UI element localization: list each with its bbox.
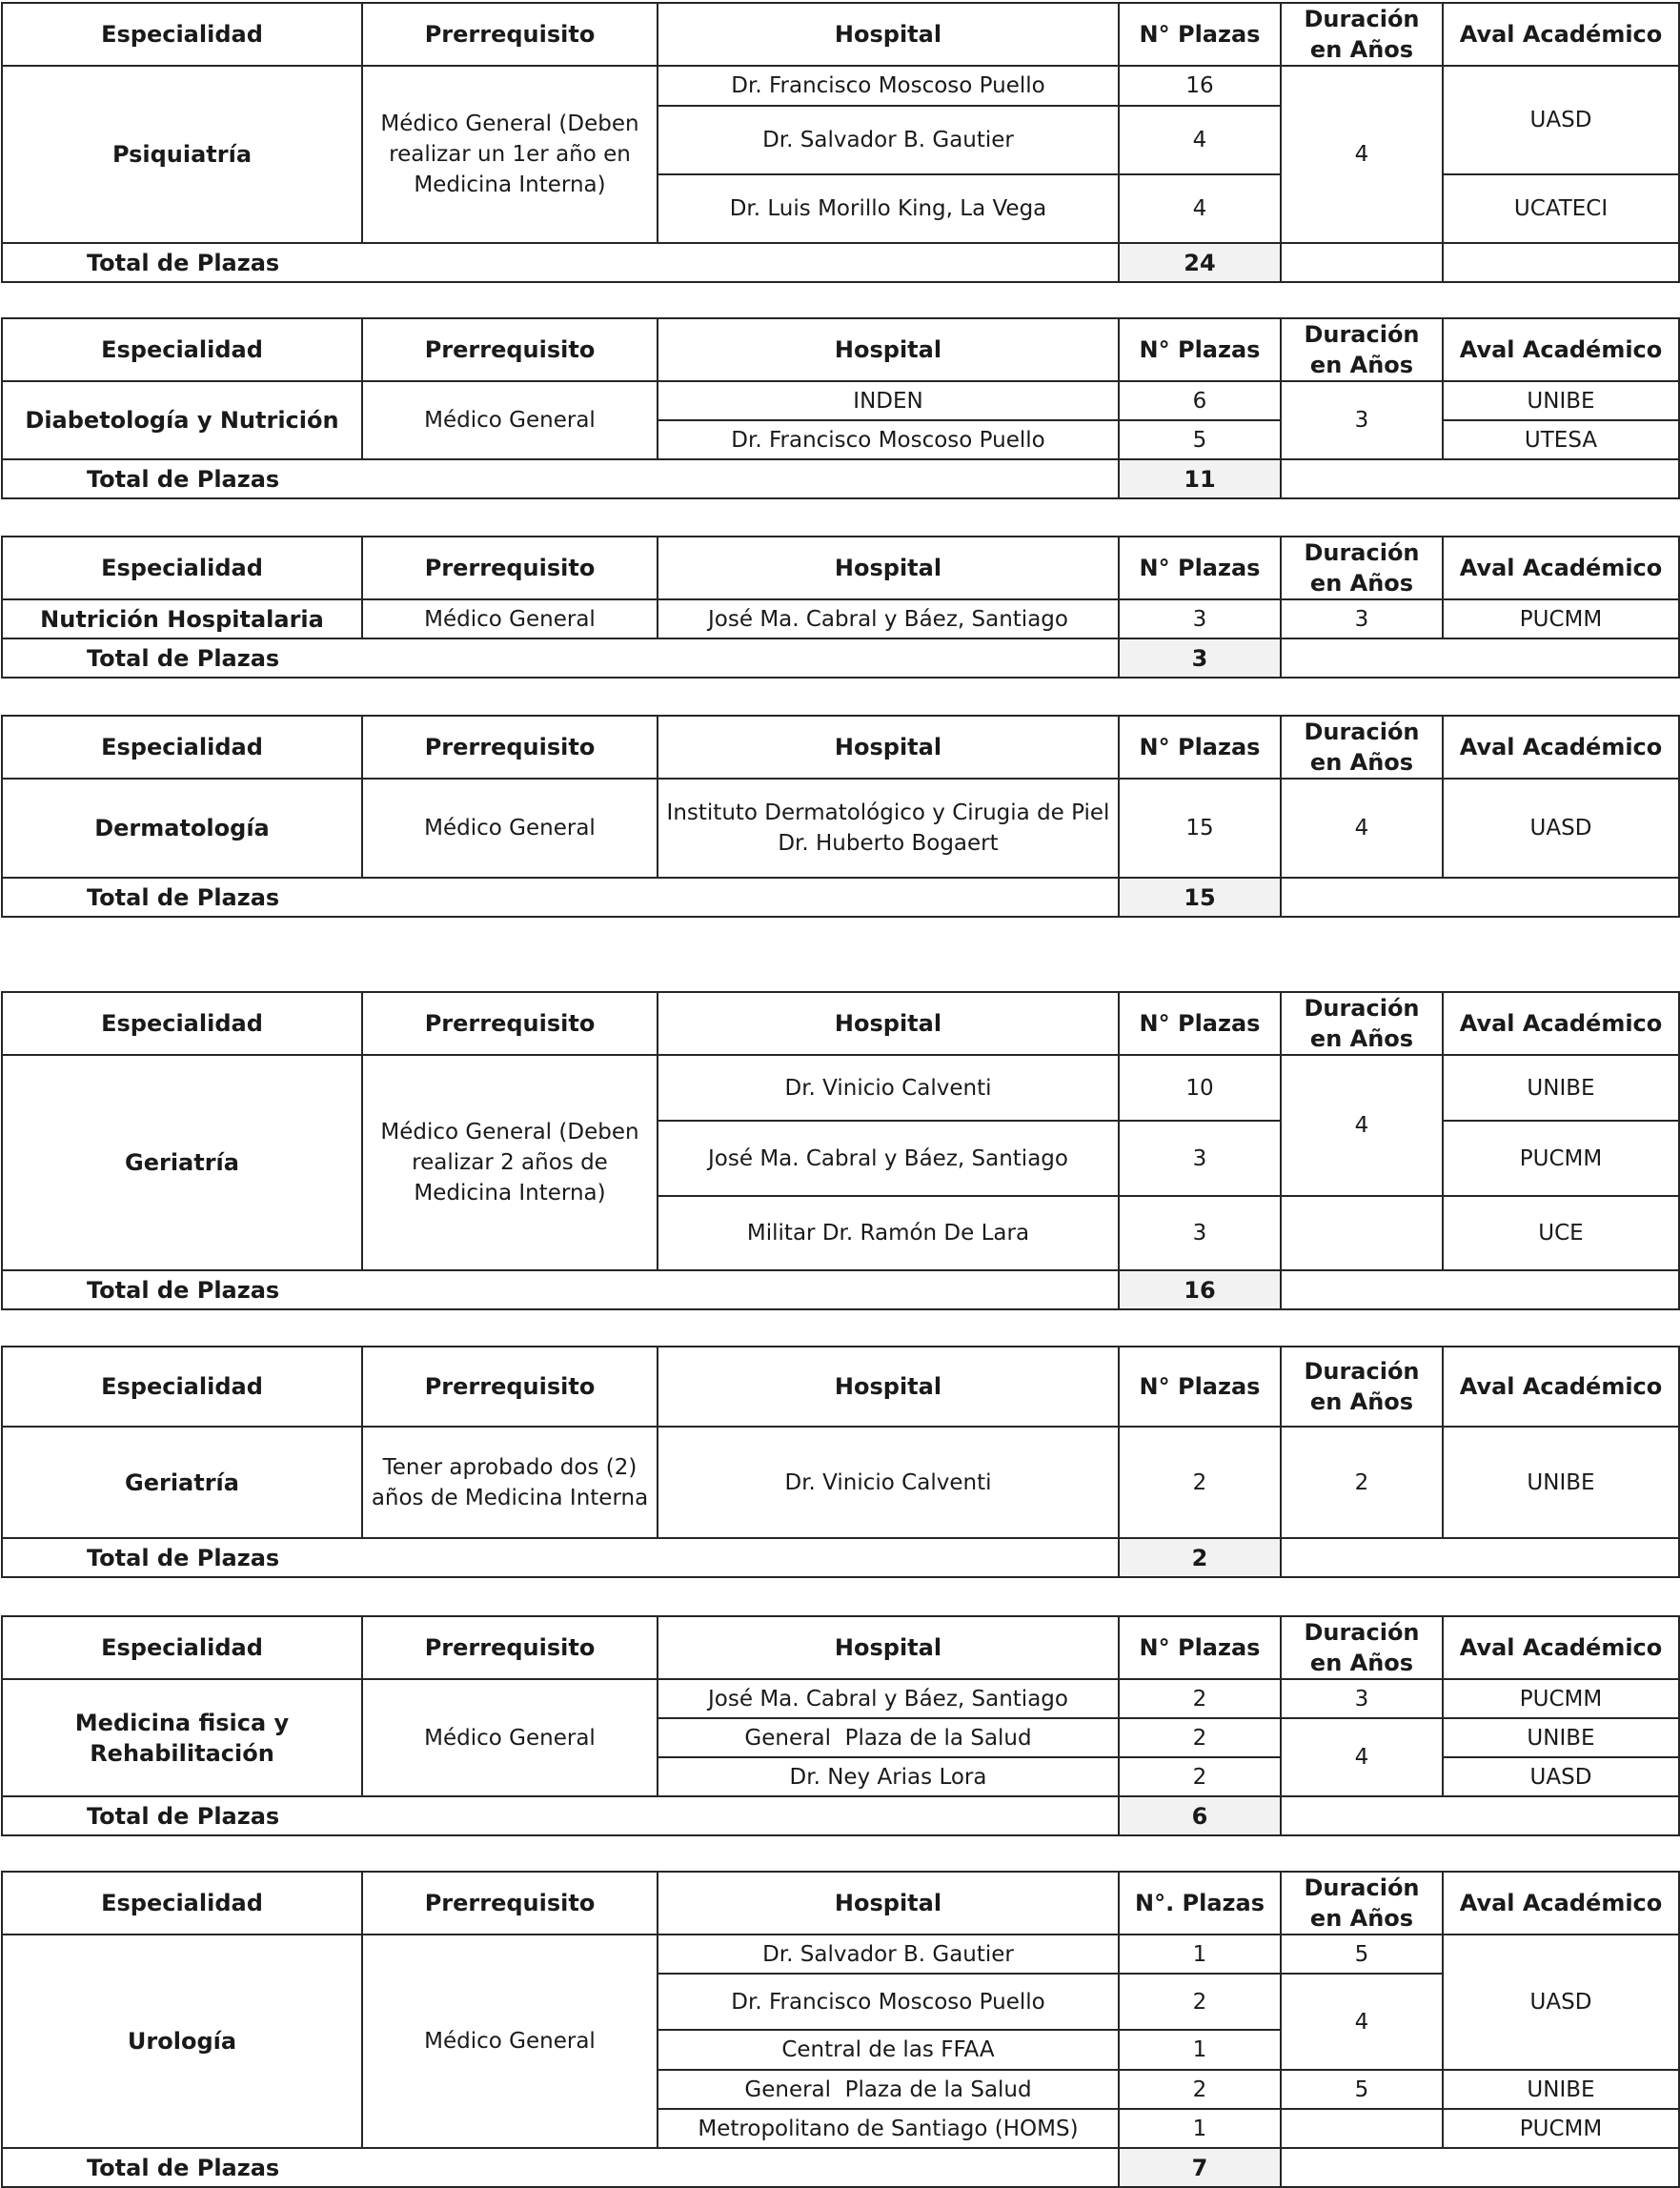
prereq-cell: Médico General (Deben realizar un 1er año en Medicina Interna) [362,66,658,243]
academic-cell: PUCMM [1443,2109,1679,2148]
header-specialty: Especialidad [2,716,362,779]
slots-cell: 4 [1119,174,1281,243]
academic-cell: PUCMM [1443,1121,1679,1196]
slots-cell: 15 [1119,779,1281,878]
slots-cell: 16 [1119,66,1281,106]
header-hospital: Hospital [658,716,1119,779]
header-prereq: Prerrequisito [362,716,658,779]
header-academic: Aval Académico [1443,992,1679,1055]
specialty-table-medicina-fisica [1,1615,1680,1836]
slots-cell: 1 [1119,2030,1281,2070]
header-specialty: Especialidad [2,992,362,1055]
header-academic: Aval Académico [1443,1347,1679,1427]
header-slots: N° Plazas [1119,1347,1281,1427]
duration-cell: 4 [1281,1718,1443,1796]
specialty-table-geriatria-2 [1,1346,1680,1578]
hospital-cell: Dr. Salvador B. Gautier [658,106,1119,174]
specialty-table-geriatria [1,991,1680,1310]
hospital-cell: Dr. Salvador B. Gautier [658,1935,1119,1974]
duration-cell: 5 [1281,2070,1443,2109]
hospital-cell: Dr. Vinicio Calventi [658,1055,1119,1121]
hospital-cell: José Ma. Cabral y Báez, Santiago [658,1121,1119,1196]
hospital-cell: Dr. Francisco Moscoso Puello [658,66,1119,106]
specialty-name: Dermatología [2,779,362,878]
slots-cell: 4 [1119,106,1281,174]
header-duration: Duración en Años [1281,716,1443,779]
specialty-name: Geriatría [2,1055,362,1270]
header-prereq: Prerrequisito [362,318,658,381]
header-hospital: Hospital [658,3,1119,66]
header-duration: Duración en Años [1281,1347,1443,1427]
header-hospital: Hospital [658,1347,1119,1427]
specialty-table-urologia [1,1871,1680,2188]
header-prereq: Prerrequisito [362,1347,658,1427]
total-value: 11 [1119,459,1281,498]
academic-cell: UNIBE [1443,2070,1679,2109]
hospital-cell: Central de las FFAA [658,2030,1119,2070]
duration-cell: 3 [1281,599,1443,638]
total-value: 6 [1119,1796,1281,1835]
header-specialty: Especialidad [2,537,362,599]
total-value: 7 [1119,2148,1281,2187]
total-label: Total de Plazas [2,878,1119,917]
slots-cell: 3 [1119,1121,1281,1196]
slots-cell: 1 [1119,2109,1281,2148]
specialty-name: Nutrición Hospitalaria [2,599,362,638]
academic-cell: UASD [1443,1757,1679,1796]
empty-cell [1281,1538,1679,1577]
specialty-table-dermatologia [1,715,1680,918]
prereq-cell: Médico General [362,381,658,459]
header-academic: Aval Académico [1443,3,1679,66]
empty-cell [1281,243,1443,282]
header-prereq: Prerrequisito [362,1872,658,1935]
hospital-cell: General Plaza de la Salud [658,1718,1119,1757]
duration-cell: 4 [1281,1055,1443,1196]
header-prereq: Prerrequisito [362,3,658,66]
total-label: Total de Plazas [2,638,1119,678]
hospital-cell: Metropolitano de Santiago (HOMS) [658,2109,1119,2148]
header-duration: Duración en Años [1281,318,1443,381]
header-academic: Aval Académico [1443,716,1679,779]
header-academic: Aval Académico [1443,1616,1679,1679]
duration-cell: 2 [1281,1427,1443,1538]
prereq-cell: Médico General [362,779,658,878]
specialty-name: Urología [2,1935,362,2148]
duration-cell: 5 [1281,1935,1443,1974]
hospital-cell: Dr. Francisco Moscoso Puello [658,1974,1119,2030]
slots-cell: 2 [1119,1718,1281,1757]
total-value: 24 [1119,243,1281,282]
header-specialty: Especialidad [2,318,362,381]
hospital-cell: Militar Dr. Ramón De Lara [658,1196,1119,1270]
academic-cell: UCATECI [1443,174,1679,243]
hospital-cell: Dr. Luis Morillo King, La Vega [658,174,1119,243]
academic-cell: UASD [1443,66,1679,174]
header-academic: Aval Académico [1443,1872,1679,1935]
slots-cell: 3 [1119,599,1281,638]
header-academic: Aval Académico [1443,537,1679,599]
header-duration: Duración en Años [1281,1616,1443,1679]
empty-cell [1281,2148,1679,2187]
header-slots: N° Plazas [1119,3,1281,66]
header-slots: N° Plazas [1119,992,1281,1055]
academic-cell: UNIBE [1443,1427,1679,1538]
header-slots: N°. Plazas [1119,1872,1281,1935]
hospital-cell: José Ma. Cabral y Báez, Santiago [658,599,1119,638]
academic-cell: UASD [1443,779,1679,878]
hospital-cell: Dr. Vinicio Calventi [658,1427,1119,1538]
slots-cell: 2 [1119,1679,1281,1718]
header-hospital: Hospital [658,1616,1119,1679]
header-hospital: Hospital [658,1872,1119,1935]
header-prereq: Prerrequisito [362,537,658,599]
academic-cell: UTESA [1443,420,1679,459]
specialty-name: Medicina fisica y Rehabilitación [2,1679,362,1796]
academic-cell: PUCMM [1443,599,1679,638]
slots-cell: 10 [1119,1055,1281,1121]
empty-cell [1281,1196,1443,1270]
duration-cell: 4 [1281,779,1443,878]
prereq-cell: Médico General [362,599,658,638]
academic-cell: PUCMM [1443,1679,1679,1718]
slots-cell: 2 [1119,1974,1281,2030]
empty-cell [1281,1796,1679,1835]
slots-cell: 2 [1119,2070,1281,2109]
total-label: Total de Plazas [2,243,1119,282]
slots-cell: 1 [1119,1935,1281,1974]
empty-cell [1281,878,1679,917]
header-duration: Duración en Años [1281,1872,1443,1935]
academic-cell: UNIBE [1443,1055,1679,1121]
slots-cell: 3 [1119,1196,1281,1270]
total-label: Total de Plazas [2,459,1119,498]
academic-cell: UNIBE [1443,1718,1679,1757]
header-prereq: Prerrequisito [362,1616,658,1679]
total-value: 16 [1119,1270,1281,1309]
empty-cell [1281,638,1679,678]
hospital-cell: Instituto Dermatológico y Cirugia de Piel Dr. Huberto Bogaert [658,779,1119,878]
specialty-table-nutricion-hospitalaria [1,536,1680,679]
duration-cell: 4 [1281,66,1443,243]
empty-cell [1281,459,1679,498]
hospital-cell: General Plaza de la Salud [658,2070,1119,2109]
specialty-name: Geriatría [2,1427,362,1538]
specialty-table-diabetologia [1,317,1680,499]
header-duration: Duración en Años [1281,992,1443,1055]
header-slots: N° Plazas [1119,1616,1281,1679]
empty-cell [1281,1270,1679,1309]
total-value: 3 [1119,638,1281,678]
total-label: Total de Plazas [2,1538,1119,1577]
hospital-cell: Dr. Ney Arias Lora [658,1757,1119,1796]
slots-cell: 5 [1119,420,1281,459]
academic-cell: UNIBE [1443,381,1679,420]
header-slots: N° Plazas [1119,537,1281,599]
total-label: Total de Plazas [2,2148,1119,2187]
hospital-cell: José Ma. Cabral y Báez, Santiago [658,1679,1119,1718]
header-specialty: Especialidad [2,1616,362,1679]
specialty-table-psiquiatria [1,2,1680,283]
header-duration: Duración en Años [1281,3,1443,66]
slots-cell: 2 [1119,1427,1281,1538]
total-value: 15 [1119,878,1281,917]
slots-cell: 6 [1119,381,1281,420]
header-specialty: Especialidad [2,3,362,66]
prereq-cell: Médico General [362,1935,658,2148]
prereq-cell: Tener aprobado dos (2) años de Medicina Interna [362,1427,658,1538]
total-label: Total de Plazas [2,1270,1119,1309]
header-slots: N° Plazas [1119,716,1281,779]
header-duration: Duración en Años [1281,537,1443,599]
academic-cell: UASD [1443,1935,1679,2070]
academic-cell: UCE [1443,1196,1679,1270]
duration-cell: 4 [1281,1974,1443,2070]
total-value: 2 [1119,1538,1281,1577]
header-slots: N° Plazas [1119,318,1281,381]
header-hospital: Hospital [658,318,1119,381]
header-specialty: Especialidad [2,1347,362,1427]
hospital-cell: INDEN [658,381,1119,420]
specialty-name: Psiquiatría [2,66,362,243]
duration-cell: 3 [1281,1679,1443,1718]
prereq-cell: Médico General (Deben realizar 2 años de Medicina Interna) [362,1055,658,1270]
header-academic: Aval Académico [1443,318,1679,381]
hospital-cell: Dr. Francisco Moscoso Puello [658,420,1119,459]
empty-cell [1281,2109,1443,2148]
header-hospital: Hospital [658,537,1119,599]
header-specialty: Especialidad [2,1872,362,1935]
empty-cell [1443,243,1679,282]
prereq-cell: Médico General [362,1679,658,1796]
total-label: Total de Plazas [2,1796,1119,1835]
header-hospital: Hospital [658,992,1119,1055]
duration-cell: 3 [1281,381,1443,459]
header-prereq: Prerrequisito [362,992,658,1055]
slots-cell: 2 [1119,1757,1281,1796]
specialty-name: Diabetología y Nutrición [2,381,362,459]
